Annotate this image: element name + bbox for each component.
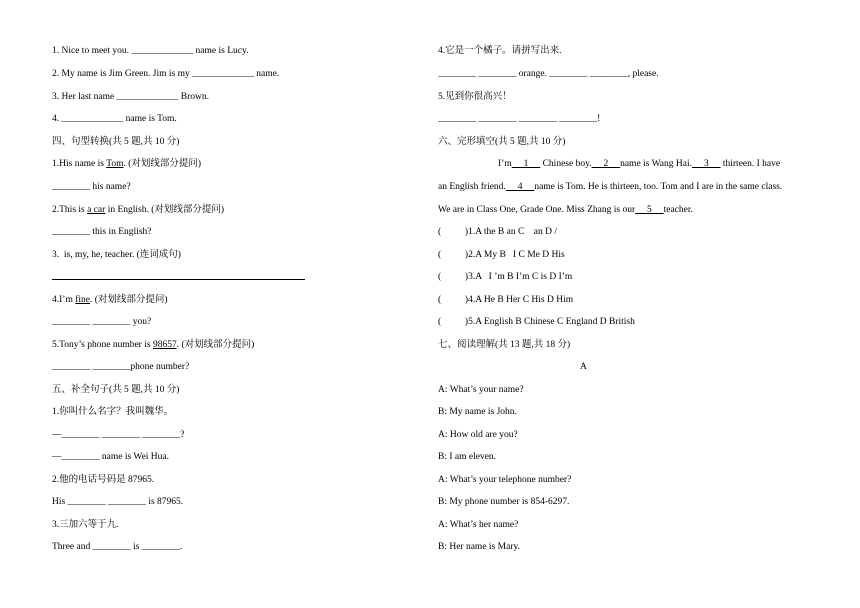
answer-line: His ________ ________ is 87965. (52, 497, 184, 507)
cloze-passage-line: We are in Class One, Grade One. Miss Zhang is our 5 teacher. (438, 205, 693, 215)
dialogue-line: A: What’s your telephone number? (438, 475, 572, 485)
answer-line: ________ his name? (52, 182, 131, 192)
choice-option: ( )3.A I ’m B I’m C is D I’m (438, 272, 573, 282)
cloze-blank: 1 (511, 159, 541, 169)
dialogue-line: B: My name is John. (438, 407, 517, 417)
section-title: 六、完形填空(共 5 题,共 10 分) (438, 137, 566, 147)
dialogue-line: B: I am eleven. (438, 452, 497, 462)
question-text: 4.它是一个橘子。请拼写出来. (438, 46, 562, 56)
question-text: 5.Tony’s phone number is 98657. (对划线部分提问) (52, 340, 255, 350)
question-text: 5.见到你很高兴！ (438, 92, 512, 102)
cloze-blank: 5 (635, 205, 664, 215)
dialogue-line: A: How old are you? (438, 430, 518, 440)
answer-line: Three and ________ is ________. (52, 542, 183, 552)
answer-line: —________ name is Wei Hua. (52, 452, 170, 462)
answer-line: ________ ________ ________ ________! (438, 114, 601, 124)
question-text: 2.他的电话号码是 87965. (52, 475, 155, 485)
cloze-blank: 3 (691, 159, 721, 169)
answer-line: ________ this in English? (52, 227, 152, 237)
cloze-passage-line: an English friend. 4 name is Tom. He is thirteen, too. Tom and I are in the same class. (438, 182, 783, 192)
cloze-blank: 4 (505, 182, 535, 192)
dialogue-line: B: Her name is Mary. (438, 542, 520, 552)
question-text: 4. _____________ name is Tom. (52, 114, 177, 124)
dialogue-line: B: My phone number is 854-6297. (438, 497, 570, 507)
question-text: 3.三加六等于九. (52, 520, 119, 530)
answer-line: —________ ________ ________? (52, 430, 185, 440)
question-text: 1.你叫什么名字？我叫魏华。 (52, 407, 174, 417)
question-text: 3. is, my, he, teacher. (连词成句) (52, 250, 181, 260)
question-text: 2. My name is Jim Green. Jim is my _____________ name. (52, 69, 280, 79)
section-title: 七、阅读理解(共 13 题,共 18 分) (438, 340, 571, 350)
choice-option: ( )5.A English B Chinese C England D British (438, 317, 635, 327)
cloze-blank: 2 (591, 159, 621, 169)
question-text: 2.This is a car in English. (对划线部分提问) (52, 205, 225, 215)
section-title: 五、补全句子(共 5 题,共 10 分) (52, 385, 180, 395)
question-text: 3. Her last name _____________ Brown. (52, 92, 209, 102)
question-text: 1. Nice to meet you. _____________ name is Lucy. (52, 46, 249, 56)
question-text: 4.I’m fine. (对划线部分提问) (52, 295, 168, 305)
choice-option: ( )1.A the B an C an D / (438, 227, 558, 237)
passage-label: A (580, 362, 587, 372)
choice-option: ( )4.A He B Her C His D Him (438, 295, 574, 305)
answer-line: ________ ________ orange. ________ ________, please. (438, 69, 659, 79)
choice-option: ( )2.A My B I C Me D His (438, 250, 565, 260)
dialogue-line: A: What’s her name? (438, 520, 519, 530)
answer-rule (52, 279, 305, 280)
answer-line: ________ ________ you? (52, 317, 152, 327)
answer-line: ________ ________phone number? (52, 362, 190, 372)
dialogue-line: A: What’s your name? (438, 385, 524, 395)
question-text: 1.His name is Tom. (对划线部分提问) (52, 159, 202, 169)
cloze-passage-line: I’m 1 Chinese boy. 2 name is Wang Hai. 3 thirteen. I have (498, 159, 781, 169)
section-title: 四、句型转换(共 5 题,共 10 分) (52, 137, 180, 147)
